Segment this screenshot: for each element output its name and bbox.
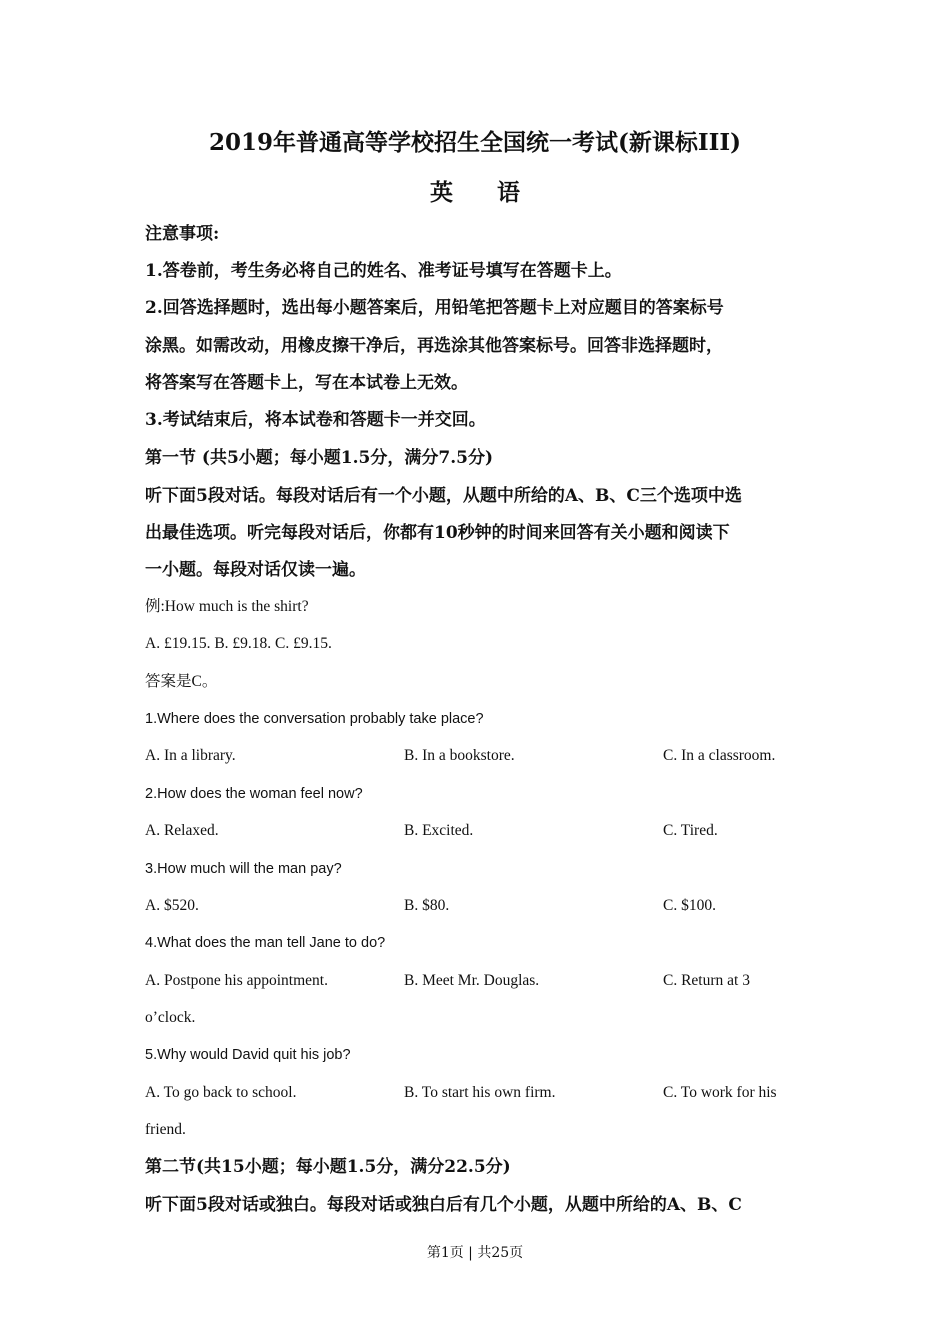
notice-item: 1.答卷前，考生务必将自己的姓名、准考证号填写在答题卡上。: [145, 261, 622, 281]
section1-heading: 第一节 (共5小题；每小题1.5分，满分7.5分): [145, 448, 493, 468]
example-answer: 答案是C。: [145, 673, 218, 690]
section2-heading: 第二节(共15小题；每小题1.5分，满分22.5分): [145, 1157, 511, 1177]
option-a: A. Postpone his appointment.: [145, 972, 328, 989]
notice-item: 2.回答选择题时，选出每小题答案后，用铅笔把答题卡上对应题目的答案标号: [145, 298, 724, 318]
example-options: A. £19.15. B. £9.18. C. £9.15.: [145, 635, 332, 652]
option-a: A. In a library.: [145, 747, 236, 764]
notice-item: 将答案写在答题卡上，写在本试卷上无效。: [145, 373, 468, 393]
option-c: C. In a classroom.: [663, 747, 776, 764]
option-b: B. In a bookstore.: [404, 747, 515, 764]
notice-item: 3.考试结束后，将本试卷和答题卡一并交回。: [145, 410, 486, 430]
page-footer: 第1页 | 共25页: [426, 1245, 524, 1261]
option-b: B. Excited.: [404, 822, 474, 839]
notice-item: 涂黑。如需改动，用橡皮擦干净后，再选涂其他答案标号。回答非选择题时，: [145, 336, 723, 356]
option-a: A. Relaxed.: [145, 822, 219, 839]
subject-title: [0, 174, 950, 207]
section2-instructions: 听下面5段对话或独白。每段对话或独白后有几个小题，从题中所给的A、B、C: [145, 1195, 742, 1215]
option-continuation: o’clock.: [145, 1009, 196, 1026]
option-c: C. Return at 3: [663, 972, 750, 989]
option-a: A. $520.: [145, 897, 199, 914]
section1-instructions: 听下面5段对话。每段对话后有一个小题，从题中所给的A、B、C三个选项中选: [145, 486, 742, 506]
section1-instructions: 出最佳选项。听完每段对话后，你都有10秒钟的时间来回答有关小题和阅读下: [145, 523, 730, 543]
subject-char-1: 英: [430, 179, 453, 206]
option-a: A. To go back to school.: [145, 1084, 297, 1101]
page-title: 2019年普通高等学校招生全国统一考试(新课标III): [208, 129, 742, 156]
question-2: 2.How does the woman feel now?: [145, 786, 363, 802]
section1-instructions: 一小题。每段对话仅读一遍。: [145, 560, 366, 580]
question-3: 3.How much will the man pay?: [145, 861, 342, 877]
option-c: C. Tired.: [663, 822, 718, 839]
question-4: 4.What does the man tell Jane to do?: [145, 935, 386, 951]
notice-heading: 注意事项:: [145, 224, 220, 244]
question-1: 1.Where does the conversation probably take place?: [145, 711, 484, 727]
option-c: C. To work for his: [663, 1084, 777, 1101]
question-5: 5.Why would David quit his job?: [145, 1047, 351, 1063]
option-b: B. $80.: [404, 897, 450, 914]
subject-char-2: 语: [497, 179, 520, 206]
option-continuation: friend.: [145, 1121, 186, 1138]
option-b: B. Meet Mr. Douglas.: [404, 972, 540, 989]
option-b: B. To start his own firm.: [404, 1084, 556, 1101]
example-question: 例:How much is the shirt?: [145, 598, 309, 615]
option-c: C. $100.: [663, 897, 716, 914]
